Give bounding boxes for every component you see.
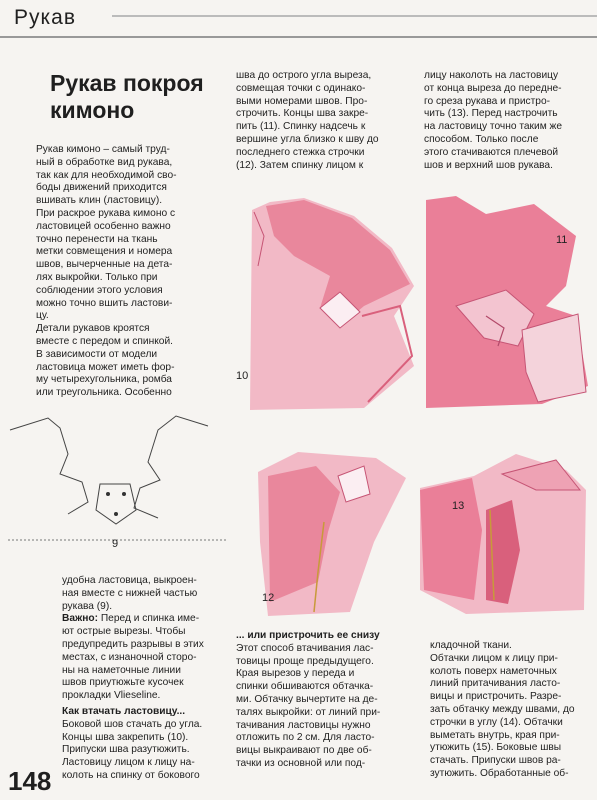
text-line: Ластовицу лицом к лицу на-	[62, 757, 195, 769]
text-line: так как для необходимой сво-	[36, 169, 177, 181]
text-line: шва до острого угла выреза,	[236, 70, 372, 81]
text-line: лях выкройки. Только при	[36, 271, 158, 283]
text-line: ная вместе с нижней частью	[62, 587, 198, 599]
text-line: вершине угла близко к шву до	[236, 133, 379, 145]
text-line: лицу наколоть на ластовицу	[424, 70, 559, 81]
article-title	[50, 70, 210, 124]
figure-13-label: 13	[452, 500, 465, 512]
text-line: соблюдении этого условия	[36, 284, 163, 296]
text-line: вместе с передом и спинкой.	[36, 335, 173, 347]
text-line: прокладки Vlieseline.	[62, 690, 161, 702]
text-line: цу.	[36, 310, 49, 322]
figure-11-illustration	[426, 196, 592, 412]
text-line: Концы шва закрепить (10).	[62, 731, 189, 743]
figure-13-illustration	[416, 450, 592, 618]
text-line: Этот способ втачивания лас-	[236, 642, 374, 654]
text-line: колоть поверх наметочных	[430, 665, 557, 677]
text-line: зутюжить. Обработанные об-	[430, 767, 569, 779]
text-line: Детали рукавов кроятся	[36, 323, 150, 335]
figure-11-label: 11	[556, 234, 568, 246]
text-line: последнего стежка строчки	[236, 146, 365, 158]
article-title-line1: Рукав покроя	[50, 70, 204, 96]
text-line: отложить по 2 см. Для ласто-	[236, 732, 375, 744]
text-line: Обтачки лицом к лицу при-	[430, 652, 558, 664]
subheading-2: ... или пристрочить ее снизу	[236, 630, 380, 641]
text-line: Края вырезов у переда и	[236, 668, 355, 680]
text-line: товицы проще предыдущего.	[236, 655, 374, 667]
text-line: тачивания ластовицы нужно	[236, 719, 371, 731]
text-line: кладочной ткани.	[430, 640, 512, 651]
text-line: выми номерами швов. Про-	[236, 95, 368, 107]
text-line: боды движений приходится	[36, 182, 167, 194]
text-line: ми. Обтачку вычертите на де-	[236, 693, 378, 705]
column3-bottom	[430, 640, 596, 781]
figure-12-illustration	[258, 452, 408, 620]
text-line: совмещая точки с одинако-	[236, 82, 366, 94]
text-line: стачать. Припуски швов ра-	[430, 755, 561, 767]
text-line: шов и верхний шов рукава.	[424, 159, 553, 171]
text-line: от конца выреза до передне-	[424, 82, 562, 94]
header-rule	[112, 15, 597, 17]
text-line: ный в обработке вид рукава,	[36, 156, 173, 168]
text-line: (12). Затем спинку лицом к	[236, 159, 364, 171]
subheading-1: Как втачать ластовицу...	[62, 705, 186, 717]
text-line: ют острые вырезы. Чтобы	[62, 626, 186, 638]
gusset-shape	[96, 484, 136, 524]
text-line: строчить. Концы шва закре-	[236, 108, 369, 120]
pattern-left-piece	[10, 418, 88, 514]
text-line: тачки из основной или под-	[236, 757, 366, 769]
figure-10-illustration	[244, 196, 424, 412]
column2-bottom	[236, 630, 416, 771]
text-line: вицы и пристрочить. Разре-	[430, 691, 562, 703]
text-line: утюжить (15). Боковые швы	[430, 742, 562, 754]
text-line: пить (11). Спинку надсечь к	[236, 121, 366, 133]
text-line: го среза рукава и пристро-	[424, 95, 551, 107]
pattern-right-piece	[134, 416, 208, 518]
text-line: ластовицей особенно важно	[36, 220, 171, 232]
text-line: швов приутюжьте кусочек	[62, 677, 184, 689]
text-line: строчки в углу (14). Обтачки	[430, 716, 563, 728]
text-line: При раскрое рукава кимоно с	[36, 207, 176, 219]
text-line: выметать внутрь, края при-	[430, 729, 560, 741]
text-line: талях выкройки: от линий при-	[236, 706, 381, 718]
text-line: точно перенести на ткань	[36, 233, 158, 245]
text-line: Рукав кимоно – самый труд-	[36, 144, 170, 155]
text-line: линий притачивания ласто-	[430, 678, 561, 690]
text-line: Перед и спинка име-	[100, 613, 200, 625]
text-line: Боковой шов стачать до угла.	[62, 718, 203, 730]
text-line	[62, 613, 222, 626]
text-line: ластовица может иметь фор-	[36, 361, 175, 373]
text-line: способом. Только после	[424, 133, 539, 145]
text-line: на ластовицу точно таким же	[424, 121, 563, 133]
text-line: Припуски шва разутюжить.	[62, 744, 190, 756]
text-line: вшивать клин (ластовицу).	[36, 195, 163, 207]
text-line: вицы выкраивают по две об-	[236, 745, 372, 757]
text-line: зать обтачку между швами, до	[430, 703, 575, 715]
text-line: швов, вычерченные на дета-	[36, 259, 173, 271]
text-line: колоть на спинку от бокового	[62, 769, 200, 781]
important-label: Важно:	[62, 613, 99, 625]
text-line: ны на наметочные линии	[62, 664, 181, 676]
section-title: Рукав	[14, 6, 76, 29]
text-line: рукава (9).	[62, 600, 113, 612]
text-line: можно точно вшить ластови-	[36, 297, 173, 309]
text-line: этого стачиваются плечевой	[424, 146, 559, 158]
text-line: предупредить разрывы в этих	[62, 638, 204, 650]
text-line: удобна ластовица, выкроен-	[62, 575, 197, 586]
text-line: спинки обшиваются обтачка-	[236, 681, 374, 693]
figure-10-label: 10	[236, 370, 249, 382]
column1-top	[36, 144, 218, 400]
text-line: му четырехугольника, ромба	[36, 374, 172, 386]
text-line: местах, с изнаночной сторо-	[62, 651, 197, 663]
page-header	[0, 0, 597, 38]
column3-top	[424, 70, 592, 172]
figure-12-label: 12	[262, 592, 275, 604]
figure-9-label: 9	[112, 538, 119, 550]
column2-top	[236, 70, 406, 172]
column1-bottom	[62, 575, 222, 783]
text-line: чить (13). Перед настрочить	[424, 108, 558, 120]
article-title-line2: кимоно	[50, 97, 135, 123]
text-line: метки совмещения и номера	[36, 246, 173, 258]
text-line: В зависимости от модели	[36, 348, 158, 360]
text-line: или треугольника. Особенно	[36, 387, 172, 399]
page-number: 148	[8, 766, 52, 796]
